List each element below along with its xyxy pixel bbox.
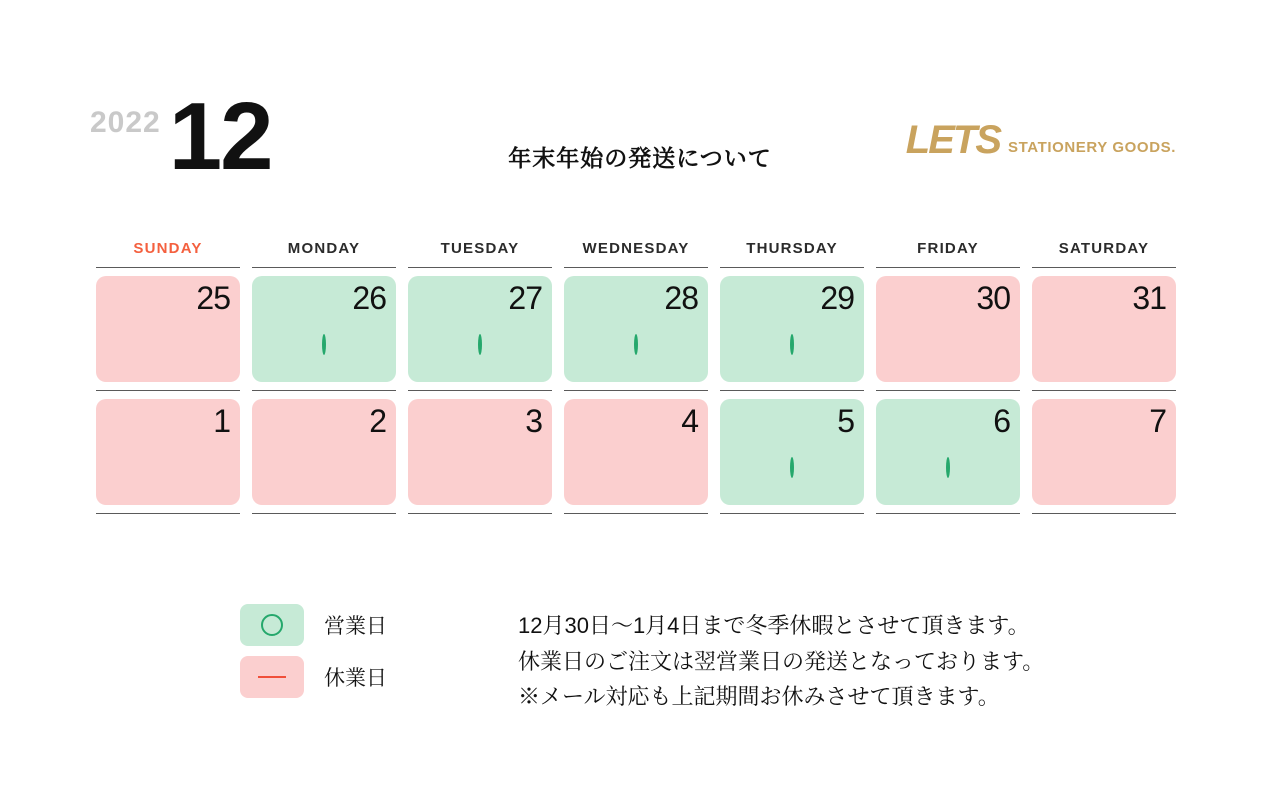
weekday-thursday: THURSDAY bbox=[720, 240, 864, 268]
day-number: 2 bbox=[369, 403, 386, 439]
day-number: 27 bbox=[508, 280, 542, 316]
weekday-saturday: SATURDAY bbox=[1032, 240, 1176, 268]
circle-icon bbox=[634, 336, 638, 354]
day-number: 30 bbox=[976, 280, 1010, 316]
day-cell bbox=[252, 399, 396, 505]
day-cell bbox=[408, 399, 552, 505]
circle-icon bbox=[790, 336, 794, 354]
legend-swatch-open bbox=[240, 604, 304, 646]
day-number: 25 bbox=[196, 280, 230, 316]
legend bbox=[240, 604, 387, 708]
day-cell bbox=[876, 276, 1020, 382]
day-cell bbox=[1032, 399, 1176, 505]
day-cell bbox=[252, 276, 396, 382]
day-cell-wrapper bbox=[1032, 399, 1176, 514]
weekday-wednesday: WEDNESDAY bbox=[564, 240, 708, 268]
day-cell bbox=[720, 399, 864, 505]
day-number: 6 bbox=[993, 403, 1010, 439]
circle-icon bbox=[322, 336, 326, 354]
day-cell-wrapper bbox=[408, 276, 552, 391]
day-number: 31 bbox=[1132, 280, 1166, 316]
day-number: 7 bbox=[1149, 403, 1166, 439]
legend-swatch-closed bbox=[240, 656, 304, 698]
day-cell bbox=[96, 399, 240, 505]
day-cell-wrapper bbox=[876, 399, 1020, 514]
circle-icon bbox=[478, 336, 482, 354]
brand-subtitle: STATIONERY GOODS. bbox=[1008, 139, 1176, 156]
week-row bbox=[96, 276, 1176, 391]
page-title: 年末年始の発送について bbox=[508, 145, 772, 171]
brand-logo bbox=[906, 120, 1176, 160]
day-number: 28 bbox=[664, 280, 698, 316]
day-cell bbox=[720, 276, 864, 382]
legend-item-closed bbox=[240, 656, 387, 698]
note-line-3: ※メール対応も上記期間お休みさせて頂きます。 bbox=[518, 684, 1000, 710]
day-cell-wrapper bbox=[408, 399, 552, 514]
day-cell-wrapper bbox=[96, 399, 240, 514]
day-number: 26 bbox=[352, 280, 386, 316]
day-cell bbox=[96, 276, 240, 382]
day-cell bbox=[1032, 276, 1176, 382]
note-line-2: 休業日のご注文は翌営業日の発送となっております。 bbox=[518, 648, 1045, 674]
day-number: 29 bbox=[820, 280, 854, 316]
circle-icon bbox=[261, 614, 283, 636]
day-cell-wrapper bbox=[720, 399, 864, 514]
day-cell-wrapper bbox=[720, 276, 864, 391]
circle-icon bbox=[946, 459, 950, 477]
day-cell-wrapper bbox=[876, 276, 1020, 391]
weekday-monday: MONDAY bbox=[252, 240, 396, 268]
page-header bbox=[0, 0, 1280, 220]
note-line-1: 12月30日〜1月4日まで冬季休暇とさせて頂きます。 bbox=[518, 613, 1030, 638]
dash-icon bbox=[258, 676, 286, 678]
legend-label-open: 営業日 bbox=[324, 615, 387, 638]
day-number: 4 bbox=[681, 403, 698, 439]
month-label: 12 bbox=[168, 83, 272, 190]
brand-mark-text: LETS bbox=[905, 118, 1000, 162]
day-cell-wrapper bbox=[96, 276, 240, 391]
day-cell-wrapper bbox=[564, 276, 708, 391]
day-cell-wrapper bbox=[564, 399, 708, 514]
day-number: 3 bbox=[525, 403, 542, 439]
circle-icon bbox=[790, 459, 794, 477]
weekday-header-row bbox=[96, 240, 1176, 268]
calendar-grid bbox=[96, 240, 1176, 514]
day-cell-wrapper bbox=[252, 276, 396, 391]
day-cell bbox=[564, 276, 708, 382]
weekday-tuesday: TUESDAY bbox=[408, 240, 552, 268]
day-number: 5 bbox=[837, 403, 854, 439]
notes-block bbox=[518, 608, 1044, 715]
day-cell bbox=[564, 399, 708, 505]
legend-label-closed: 休業日 bbox=[324, 667, 387, 690]
weekday-sunday: SUNDAY bbox=[96, 240, 240, 268]
legend-item-open bbox=[240, 604, 387, 646]
day-number: 1 bbox=[213, 403, 230, 439]
weekday-friday: FRIDAY bbox=[876, 240, 1020, 268]
day-cell-wrapper bbox=[252, 399, 396, 514]
day-cell bbox=[876, 399, 1020, 505]
year-label: 2022 bbox=[90, 106, 161, 139]
day-cell bbox=[408, 276, 552, 382]
day-cell-wrapper bbox=[1032, 276, 1176, 391]
week-row bbox=[96, 399, 1176, 514]
